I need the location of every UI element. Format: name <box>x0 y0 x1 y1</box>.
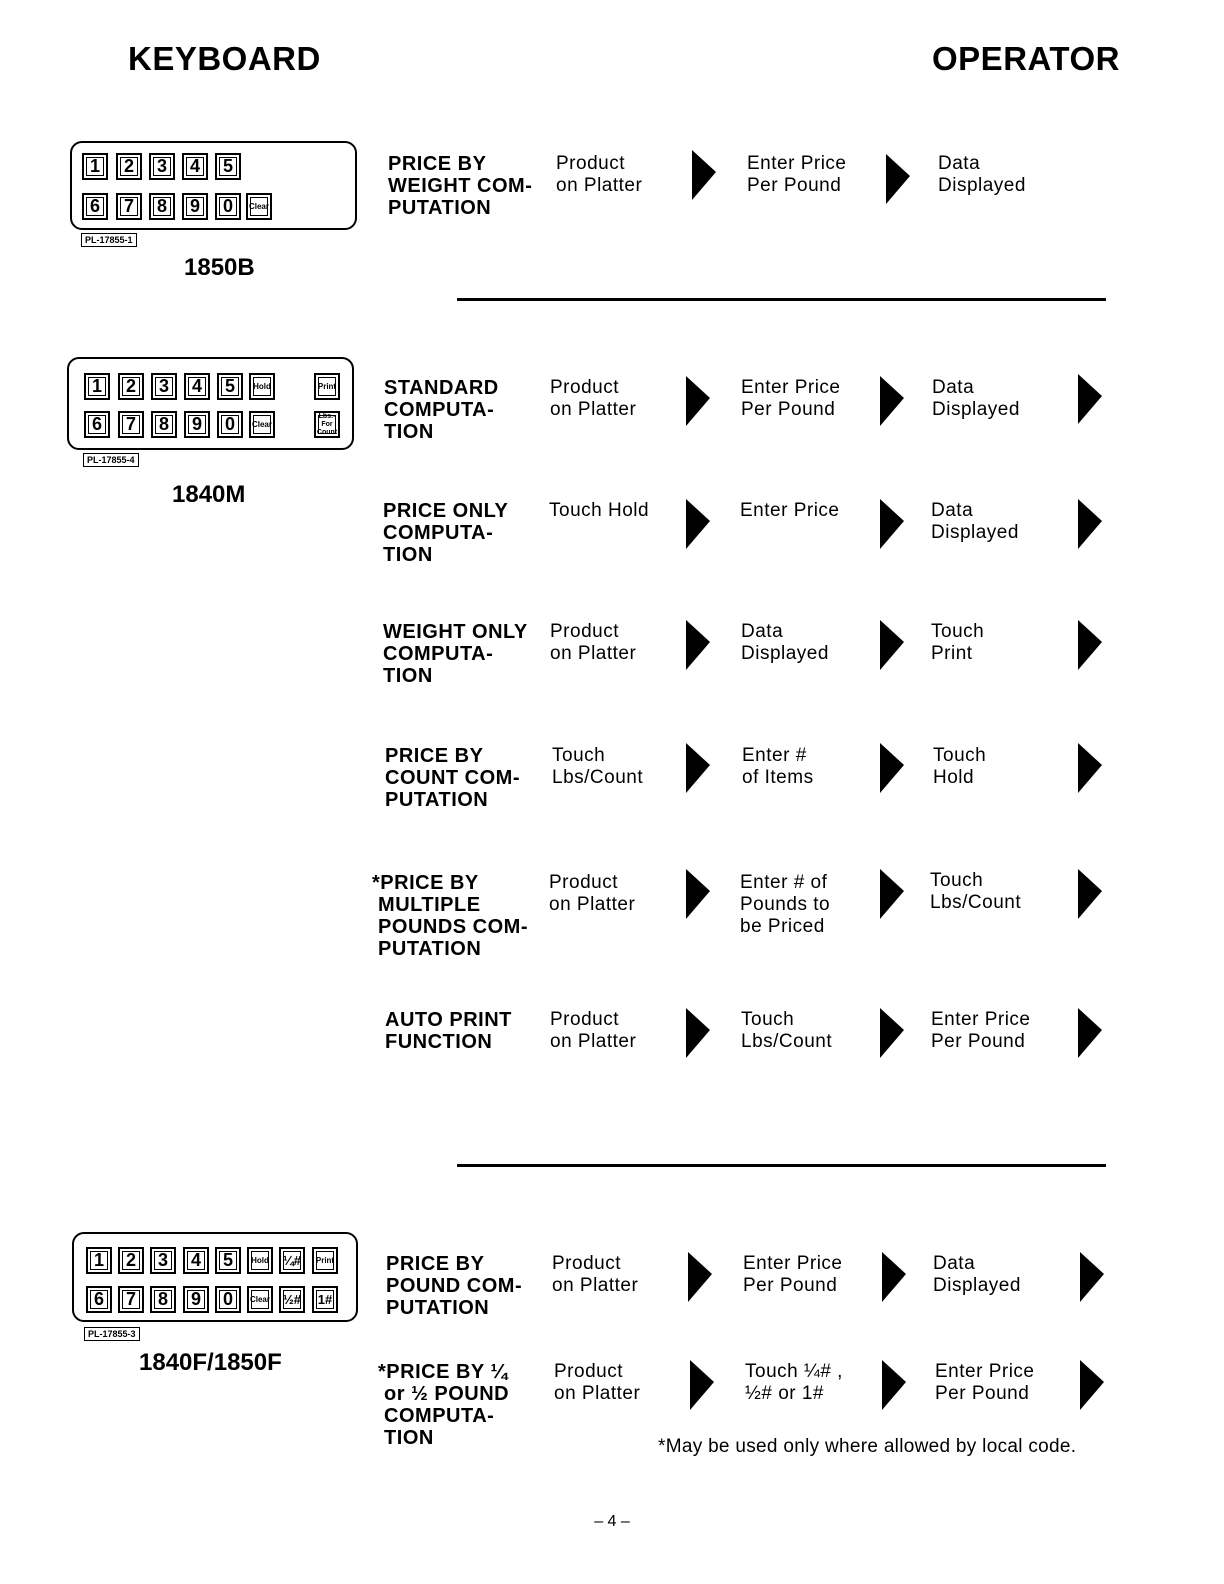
arrow-right-icon <box>1078 620 1102 670</box>
key: 2 <box>118 373 144 400</box>
procedure-step: Data Displayed <box>741 621 829 664</box>
model-name: 1840F/1850F <box>139 1349 282 1376</box>
arrow-right-icon <box>686 499 710 549</box>
procedure-title: AUTO PRINT FUNCTION <box>385 1009 512 1053</box>
procedure-step: Data Displayed <box>932 377 1020 420</box>
procedure-step: Product on Platter <box>554 1361 641 1404</box>
arrow-right-icon <box>688 1252 712 1302</box>
procedure-step: Enter Price Per Pound <box>741 377 841 420</box>
procedure-title: PRICE BY WEIGHT COM- PUTATION <box>388 153 533 219</box>
part-number: PL-17855-3 <box>84 1327 140 1341</box>
key: 5 <box>215 153 241 180</box>
hold-key: Hold <box>249 373 275 400</box>
print-key: Print <box>312 1247 338 1274</box>
procedure-step: Touch Hold <box>933 745 987 788</box>
arrow-right-icon <box>1078 743 1102 793</box>
procedure-step: Enter # of Items <box>742 745 814 788</box>
procedure-title: PRICE ONLY COMPUTA- TION <box>383 500 509 566</box>
procedure-title: PRICE BY COUNT COM- PUTATION <box>385 745 520 811</box>
key: 9 <box>183 1286 209 1313</box>
arrow-right-icon <box>882 1252 906 1302</box>
operator-heading: OPERATOR <box>932 40 1120 77</box>
key: 4 <box>182 153 208 180</box>
keyboard-heading: KEYBOARD <box>128 40 321 77</box>
procedure-step: Touch Lbs/Count <box>552 745 644 788</box>
procedure-step: Enter Price Per Pound <box>747 153 847 196</box>
key: 1 <box>86 1247 112 1274</box>
key: 1 <box>84 373 110 400</box>
procedure-step: Product on Platter <box>550 1009 637 1052</box>
arrow-right-icon <box>880 499 904 549</box>
arrow-right-icon <box>880 376 904 426</box>
procedure-step: Product on Platter <box>556 153 643 196</box>
key: 7 <box>118 411 144 438</box>
procedure-step: Data Displayed <box>933 1253 1021 1296</box>
section-divider <box>457 298 1106 301</box>
procedure-step: Data Displayed <box>938 153 1026 196</box>
lbs-for-count-key: Lbs.-For Count <box>314 411 340 438</box>
arrow-right-icon <box>690 1360 714 1410</box>
procedure-step: Product on Platter <box>549 872 636 915</box>
procedure-step: Touch Hold <box>549 500 650 521</box>
procedure-step: Enter Price Per Pound <box>743 1253 843 1296</box>
procedure-title: *PRICE BY ¼ or ½ POUND COMPUTA- TION <box>378 1361 510 1449</box>
procedure-step: Touch Lbs/Count <box>930 870 1022 913</box>
print-key: Print <box>314 373 340 400</box>
procedure-title: PRICE BY POUND COM- PUTATION <box>386 1253 523 1319</box>
key: 3 <box>151 373 177 400</box>
key: 6 <box>82 193 108 220</box>
key: 5 <box>217 373 243 400</box>
key: 3 <box>149 153 175 180</box>
arrow-right-icon <box>686 376 710 426</box>
clear-key: Clear <box>247 1286 273 1313</box>
key: 0 <box>215 193 241 220</box>
procedure-step: Product on Platter <box>552 1253 639 1296</box>
clear-key: Clear <box>246 193 272 220</box>
key: 7 <box>118 1286 144 1313</box>
procedure-step: Touch Print <box>931 621 985 664</box>
key: 8 <box>150 1286 176 1313</box>
procedure-step: Product on Platter <box>550 377 637 420</box>
key: 7 <box>116 193 142 220</box>
key: 8 <box>151 411 177 438</box>
keyboard-1840f-1850f-diagram <box>72 1232 358 1322</box>
model-name: 1850B <box>184 254 255 281</box>
arrow-right-icon <box>1078 869 1102 919</box>
arrow-right-icon <box>692 150 716 200</box>
procedure-title: WEIGHT ONLY COMPUTA- TION <box>383 621 528 687</box>
keyboard-1850b-diagram <box>70 141 357 230</box>
part-number: PL-17855-4 <box>83 453 139 467</box>
arrow-right-icon <box>880 1008 904 1058</box>
arrow-right-icon <box>686 869 710 919</box>
half-pound-key: ½# <box>279 1286 305 1313</box>
arrow-right-icon <box>1078 374 1102 424</box>
one-pound-key: 1# <box>312 1286 338 1313</box>
key: 0 <box>215 1286 241 1313</box>
clear-key: Clear <box>249 411 275 438</box>
procedure-step: Product on Platter <box>550 621 637 664</box>
procedure-step: Enter # of Pounds to be Priced <box>740 872 831 937</box>
arrow-right-icon <box>882 1360 906 1410</box>
key: 6 <box>84 411 110 438</box>
arrow-right-icon <box>686 743 710 793</box>
section-divider <box>457 1164 1106 1167</box>
hold-key: Hold <box>247 1247 273 1274</box>
arrow-right-icon <box>880 869 904 919</box>
key: 9 <box>182 193 208 220</box>
model-name: 1840M <box>172 481 246 508</box>
arrow-right-icon <box>1078 1008 1102 1058</box>
key: 6 <box>86 1286 112 1313</box>
arrow-right-icon <box>1080 1252 1104 1302</box>
keyboard-1840m-diagram <box>67 357 354 450</box>
footnote: *May be used only where allowed by local code. <box>658 1436 1077 1457</box>
arrow-right-icon <box>1080 1360 1104 1410</box>
arrow-right-icon <box>880 743 904 793</box>
procedure-step: Data Displayed <box>931 500 1019 543</box>
arrow-right-icon <box>1078 499 1102 549</box>
procedure-step: Enter Price Per Pound <box>935 1361 1035 1404</box>
procedure-title: *PRICE BY MULTIPLE POUNDS COM- PUTATION <box>372 872 528 960</box>
key: 5 <box>215 1247 241 1274</box>
procedure-title: STANDARD COMPUTA- TION <box>384 377 499 443</box>
arrow-right-icon <box>686 1008 710 1058</box>
key: 9 <box>184 411 210 438</box>
key: 4 <box>184 373 210 400</box>
quarter-pound-key: ¼# <box>279 1247 305 1274</box>
key: 2 <box>116 153 142 180</box>
procedure-step: Touch ¼# , ½# or 1# <box>745 1361 843 1404</box>
key: 1 <box>82 153 108 180</box>
procedure-step: Enter Price <box>740 500 840 521</box>
page-number: – 4 – <box>594 1513 630 1530</box>
procedure-step: Enter Price Per Pound <box>931 1009 1031 1052</box>
key: 4 <box>183 1247 209 1274</box>
key: 2 <box>118 1247 144 1274</box>
arrow-right-icon <box>686 620 710 670</box>
key: 3 <box>150 1247 176 1274</box>
procedure-step: Touch Lbs/Count <box>741 1009 833 1052</box>
arrow-right-icon <box>880 620 904 670</box>
arrow-right-icon <box>886 154 910 204</box>
part-number: PL-17855-1 <box>81 233 137 247</box>
key: 8 <box>149 193 175 220</box>
key: 0 <box>217 411 243 438</box>
